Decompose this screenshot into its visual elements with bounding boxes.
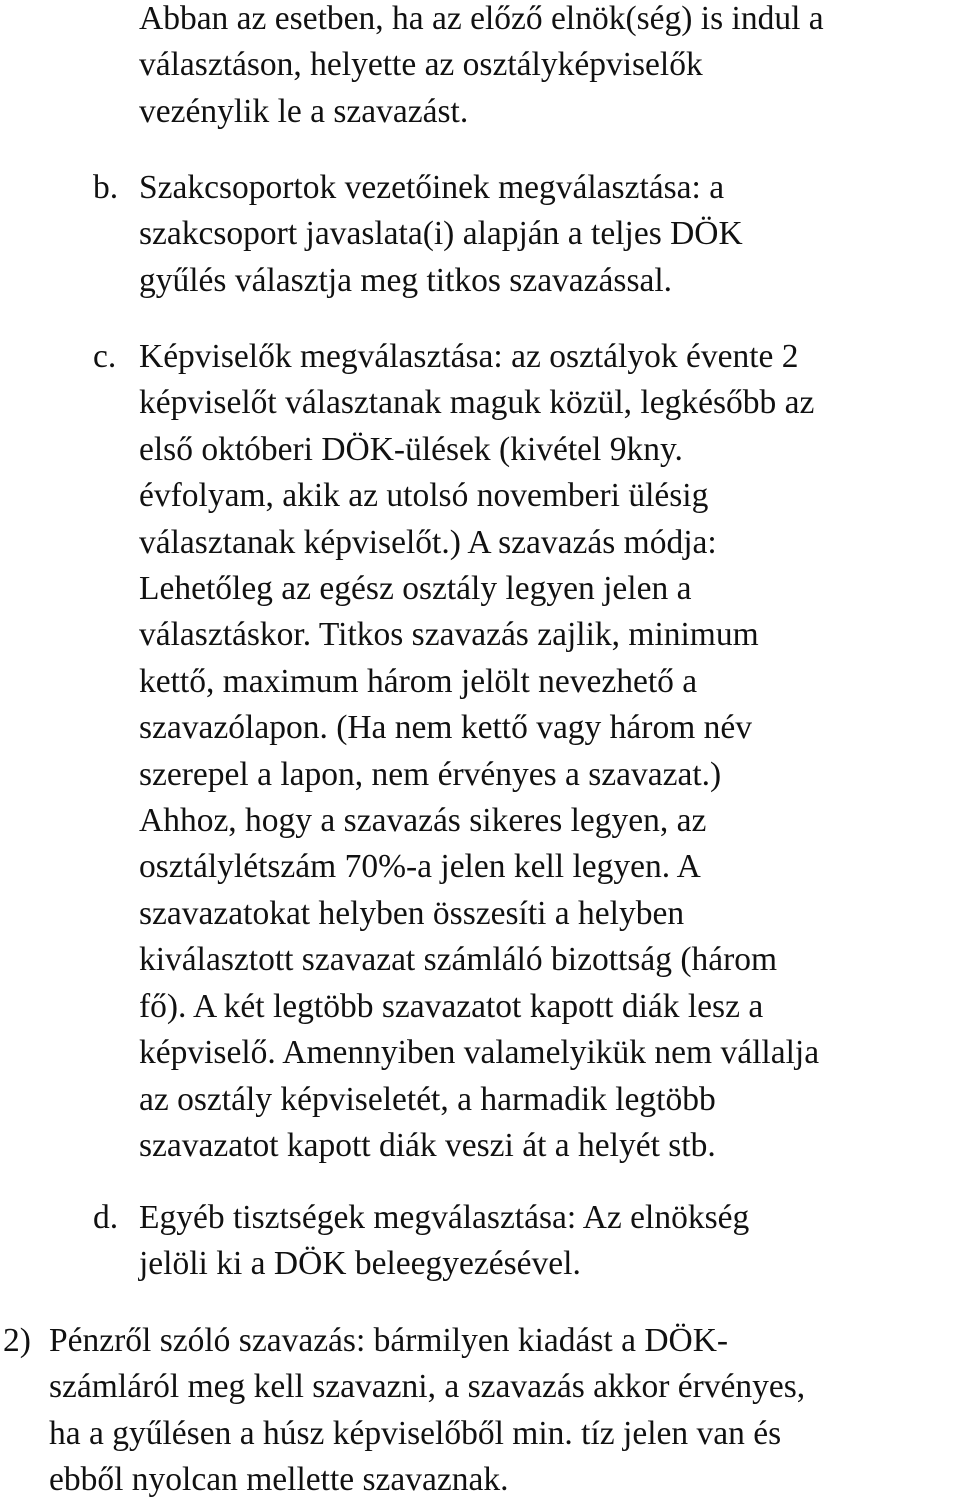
- text-line: osztálylétszám 70%-a jelen kell legyen. A: [139, 848, 701, 886]
- text-line: választáskor. Titkos szavazás zajlik, minimum: [139, 616, 759, 654]
- text-line: évfolyam, akik az utolsó novemberi ülésig: [139, 477, 709, 515]
- text-line: szakcsoport javaslata(i) alapján a teljes DÖK: [139, 215, 743, 253]
- text-line: Szakcsoportok vezetőinek megválasztása: a: [139, 169, 725, 206]
- text-line: vezénylik le a szavazást.: [139, 92, 469, 130]
- list-marker-c: c.: [93, 338, 117, 375]
- list-item-c: [139, 334, 819, 1169]
- text-line: képviselőt választanak maguk közül, legkésőbb az: [139, 384, 815, 422]
- text-line: Ahhoz, hogy a szavazás sikeres legyen, az: [139, 802, 707, 840]
- list-marker-2: 2): [3, 1322, 31, 1359]
- text-line: jelöli ki a DÖK beleegyezésével.: [139, 1245, 581, 1283]
- text-line: szerepel a lapon, nem érvényes a szavazat.): [139, 755, 722, 793]
- text-line: Pénzről szóló szavazás: bármilyen kiadást a DÖK-: [49, 1322, 729, 1359]
- list-item-2: [49, 1318, 805, 1504]
- text-line: az osztály képviseletét, a harmadik legtöbb: [139, 1080, 716, 1118]
- list-item-d: [139, 1195, 749, 1288]
- text-line: választanak képviselőt.) A szavazás módja:: [139, 523, 717, 561]
- text-line: számláról meg kell szavazni, a szavazás akkor érvényes,: [49, 1368, 806, 1406]
- text-line: kettő, maximum három jelölt nevezhető a: [139, 662, 698, 700]
- text-line: első októberi DÖK-ülések (kivétel 9kny.: [139, 430, 683, 468]
- text-line: ebből nyolcan mellette szavaznak.: [49, 1461, 509, 1499]
- text-line: szavazatot kapott diák veszi át a helyét stb.: [139, 1126, 716, 1164]
- text-line: képviselő. Amennyiben valamelyikük nem vállalja: [139, 1034, 820, 1072]
- text-line: Lehetőleg az egész osztály legyen jelen a: [139, 570, 692, 608]
- list-item-b: [139, 165, 743, 304]
- text-line: Képviselők megválasztása: az osztályok évente 2: [139, 338, 799, 375]
- text-line: választáson, helyette az osztályképviselők: [139, 46, 703, 84]
- text-line: Abban az esetben, ha az előző elnök(ség) is indul a: [139, 0, 824, 37]
- text-line: gyűlés választja meg titkos szavazással.: [139, 261, 673, 299]
- list-marker-d: d.: [93, 1199, 119, 1236]
- intro-paragraph: [139, 0, 824, 135]
- text-line: kiválasztott szavazat számláló bizottság (három: [139, 941, 778, 979]
- text-line: szavazatokat helyben összesíti a helyben: [139, 894, 685, 932]
- text-line: fő). A két legtöbb szavazatot kapott diák lesz a: [139, 987, 764, 1025]
- list-marker-b: b.: [93, 169, 119, 206]
- text-line: szavazólapon. (Ha nem kettő vagy három név: [139, 709, 753, 747]
- text-line: Egyéb tisztségek megválasztása: Az elnökség: [139, 1199, 750, 1236]
- text-line: ha a gyűlésen a húsz képviselőből min. tíz jelen van és: [49, 1414, 782, 1452]
